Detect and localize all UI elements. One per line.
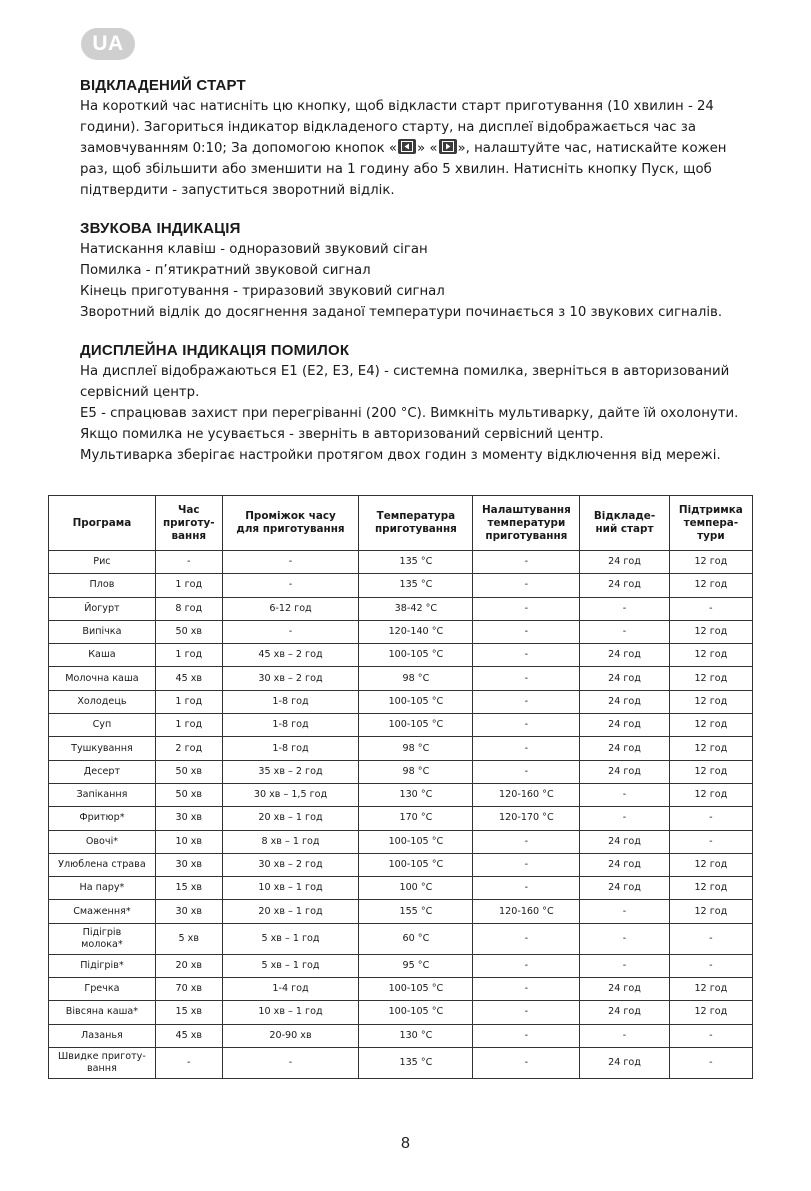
program-name-cell: Випічка (49, 620, 156, 643)
program-name-cell: Підігрів* (49, 954, 156, 977)
table-row (49, 923, 753, 954)
table-cell: 30 хв (155, 807, 222, 830)
program-name-cell: Запікання (49, 783, 156, 806)
table-cell: - (222, 1047, 359, 1078)
table-header-row (49, 496, 753, 551)
table-cell: 98 °C (359, 760, 473, 783)
table-cell: - (473, 737, 580, 760)
table-cell: 70 хв (155, 978, 222, 1001)
table-cell: 130 °C (359, 1024, 473, 1047)
table-cell: 100-105 °C (359, 830, 473, 853)
sound-line: Зворотний відлік до досягнення заданої температури починається з 10 звукових сигналів. (80, 305, 723, 320)
table-cell: - (580, 954, 669, 977)
table-cell: 20 хв – 1 год (222, 900, 359, 923)
table-cell: - (155, 551, 222, 574)
left-arrow-button-icon (398, 139, 416, 154)
page-number: 8 (401, 1135, 410, 1152)
table-cell: 12 год (669, 760, 752, 783)
table-cell: 60 °C (359, 923, 473, 954)
table-cell: - (669, 1047, 752, 1078)
table-cell: 5 хв – 1 год (222, 954, 359, 977)
table-cell: 10 хв – 1 год (222, 877, 359, 900)
error-indication-section (80, 341, 740, 466)
table-cell: 45 хв (155, 667, 222, 690)
table-cell: 15 хв (155, 1001, 222, 1024)
table-cell: 24 год (580, 760, 669, 783)
table-cell: 50 хв (155, 620, 222, 643)
sound-indication-title: ЗВУКОВА ІНДИКАЦІЯ (80, 220, 241, 237)
sound-line: Помилка - п’ятикратний звуковой сигнал (80, 263, 371, 278)
table-cell: - (473, 644, 580, 667)
language-badge: UA (81, 28, 135, 60)
table-cell: 155 °C (359, 900, 473, 923)
column-header: Час приготу- вання (155, 496, 222, 551)
table-cell: 45 хв (155, 1024, 222, 1047)
program-name-cell: Плов (49, 574, 156, 597)
table-cell: 120-170 °C (473, 807, 580, 830)
table-cell: 30 хв – 2 год (222, 853, 359, 876)
table-cell: - (473, 853, 580, 876)
table-cell: 120-140 °C (359, 620, 473, 643)
table-cell: 100-105 °C (359, 714, 473, 737)
table-row (49, 877, 753, 900)
table-cell: - (669, 923, 752, 954)
delayed-start-text: На короткий час натисніть цю кнопку, щоб відкласти старт приготування (10 хвилин - 24 години). Загориться індикатор відкладеного старту, на дисплеї відображається час за замовчуванням 0:10; За допомогою кнопок « » « », налаштуйте час, натискайте кожен раз, щоб збільшити або зменшити на 1 годину або 5 хвилин. Натисніть кнопку Пуск, щоб підтвердити - запуститься зворотний відлік. (80, 99, 727, 198)
table-cell: 30 хв (155, 900, 222, 923)
error-indication-title: ДИСПЛЕЙНА ІНДИКАЦІЯ ПОМИЛОК (80, 342, 350, 359)
table-cell: 30 хв – 1,5 год (222, 783, 359, 806)
table-cell: - (473, 620, 580, 643)
table-cell: 24 год (580, 1001, 669, 1024)
table-cell: 100-105 °C (359, 644, 473, 667)
column-header: Температура приготування (359, 496, 473, 551)
table-cell: - (669, 830, 752, 853)
table-row (49, 714, 753, 737)
table-cell: - (473, 830, 580, 853)
table-cell: 24 год (580, 574, 669, 597)
table-cell: 20-90 хв (222, 1024, 359, 1047)
delayed-start-section (80, 76, 740, 201)
error-line: E5 - спрацював захист при перегріванні (200 °C). Вимкніть мультиварку, дайте їй охолонути. (80, 406, 739, 421)
delayed-start-title: ВІДКЛАДЕНИЙ СТАРТ (80, 77, 246, 94)
column-header: Налаштування температури приготування (473, 496, 580, 551)
table-cell: 15 хв (155, 877, 222, 900)
table-cell: 12 год (669, 877, 752, 900)
table-cell: 24 год (580, 644, 669, 667)
sound-line: Кінець приготування - триразовий звуковий сигнал (80, 284, 445, 299)
table-cell: - (580, 900, 669, 923)
table-cell: 20 хв (155, 954, 222, 977)
table-cell: - (155, 1047, 222, 1078)
table-cell: - (222, 551, 359, 574)
table-row (49, 807, 753, 830)
program-name-cell: Йогурт (49, 597, 156, 620)
table-cell: 1 год (155, 574, 222, 597)
table-cell: 24 год (580, 551, 669, 574)
table-cell: - (669, 597, 752, 620)
table-cell: - (473, 1001, 580, 1024)
table-cell: 30 хв – 2 год (222, 667, 359, 690)
table-cell: 50 хв (155, 760, 222, 783)
table-cell: 1-8 год (222, 714, 359, 737)
program-name-cell: Смаження* (49, 900, 156, 923)
programs-table (48, 495, 753, 1079)
table-cell: - (669, 807, 752, 830)
table-row (49, 551, 753, 574)
program-name-cell: Улюблена страва (49, 853, 156, 876)
program-name-cell: Швидке приготу- вання (49, 1047, 156, 1078)
table-cell: 98 °C (359, 737, 473, 760)
table-cell: 95 °C (359, 954, 473, 977)
program-name-cell: На пару* (49, 877, 156, 900)
table-cell: 12 год (669, 574, 752, 597)
table-row (49, 690, 753, 713)
table-cell: - (580, 783, 669, 806)
table-cell: 24 год (580, 737, 669, 760)
table-cell: 100-105 °C (359, 690, 473, 713)
table-row (49, 620, 753, 643)
table-cell: 1-8 год (222, 737, 359, 760)
table-cell: 12 год (669, 1001, 752, 1024)
column-header: Програма (49, 496, 156, 551)
table-cell: 100-105 °C (359, 978, 473, 1001)
table-cell: 24 год (580, 830, 669, 853)
table-cell: - (669, 1024, 752, 1047)
table-cell: 50 хв (155, 783, 222, 806)
error-line: На дисплеї відображаються E1 (E2, E3, E4) - системна помилка, зверніться в авторизований сервісний центр. (80, 364, 730, 400)
table-cell: 100 °C (359, 877, 473, 900)
error-line: Якщо помилка не усувається - зверніть в авторизований сервісний центр. (80, 427, 604, 442)
table-cell: 1-8 год (222, 690, 359, 713)
table-cell: 8 хв – 1 год (222, 830, 359, 853)
table-cell: 10 хв (155, 830, 222, 853)
table-cell: 12 год (669, 551, 752, 574)
table-cell: 12 год (669, 737, 752, 760)
table-cell: 12 год (669, 900, 752, 923)
table-row (49, 830, 753, 853)
table-cell: - (222, 620, 359, 643)
table-row (49, 1001, 753, 1024)
table-row (49, 900, 753, 923)
table-cell: - (473, 714, 580, 737)
table-cell: 12 год (669, 667, 752, 690)
program-name-cell: Рис (49, 551, 156, 574)
sound-line: Натискання клавіш - одноразовий звуковий сіган (80, 242, 428, 257)
table-cell: 2 год (155, 737, 222, 760)
column-header: Проміжок часу для приготування (222, 496, 359, 551)
table-row (49, 978, 753, 1001)
program-name-cell: Каша (49, 644, 156, 667)
program-name-cell: Суп (49, 714, 156, 737)
table-cell: 8 год (155, 597, 222, 620)
table-cell: 10 хв – 1 год (222, 1001, 359, 1024)
table-cell: - (580, 620, 669, 643)
table-cell: - (669, 954, 752, 977)
table-cell: - (473, 597, 580, 620)
table-cell: - (580, 1024, 669, 1047)
table-cell: 98 °C (359, 667, 473, 690)
right-arrow-button-icon (439, 139, 457, 154)
table-cell: 24 год (580, 853, 669, 876)
table-cell: 5 хв (155, 923, 222, 954)
table-row (49, 644, 753, 667)
table-cell: - (473, 551, 580, 574)
table-cell: - (473, 667, 580, 690)
table-row (49, 853, 753, 876)
table-cell: 35 хв – 2 год (222, 760, 359, 783)
table-cell: - (473, 954, 580, 977)
table-cell: 12 год (669, 690, 752, 713)
error-line: Мультиварка зберігає настройки протягом двох годин з моменту відключення від мережі. (80, 448, 721, 463)
table-cell: 1 год (155, 690, 222, 713)
program-name-cell: Овочі* (49, 830, 156, 853)
table-cell: - (473, 574, 580, 597)
table-cell: 12 год (669, 714, 752, 737)
table-cell: 130 °C (359, 783, 473, 806)
program-name-cell: Лазанья (49, 1024, 156, 1047)
table-cell: 12 год (669, 620, 752, 643)
table-body (49, 551, 753, 1079)
table-cell: - (473, 760, 580, 783)
table-cell: 170 °C (359, 807, 473, 830)
program-name-cell: Вівсяна каша* (49, 1001, 156, 1024)
table-cell: - (473, 923, 580, 954)
table-row (49, 667, 753, 690)
table-cell: - (580, 807, 669, 830)
table-cell: - (473, 1047, 580, 1078)
table-cell: - (222, 574, 359, 597)
table-cell: - (473, 978, 580, 1001)
table-cell: 12 год (669, 783, 752, 806)
table-cell: 6-12 год (222, 597, 359, 620)
table-row (49, 737, 753, 760)
table-cell: 1 год (155, 714, 222, 737)
table-cell: 38-42 °C (359, 597, 473, 620)
table-row (49, 574, 753, 597)
table-cell: 12 год (669, 853, 752, 876)
table-cell: 24 год (580, 877, 669, 900)
program-name-cell: Десерт (49, 760, 156, 783)
table-row (49, 1047, 753, 1078)
sound-indication-section (80, 219, 740, 323)
program-name-cell: Молочна каша (49, 667, 156, 690)
table-row (49, 1024, 753, 1047)
table-cell: 135 °C (359, 551, 473, 574)
table-cell: - (580, 597, 669, 620)
table-cell: - (473, 690, 580, 713)
column-header: Відкладе- ний старт (580, 496, 669, 551)
table-cell: - (473, 877, 580, 900)
program-name-cell: Гречка (49, 978, 156, 1001)
table-cell: 135 °C (359, 574, 473, 597)
table-cell: - (580, 923, 669, 954)
table-cell: 100-105 °C (359, 853, 473, 876)
table-cell: 120-160 °C (473, 900, 580, 923)
table-cell: 30 хв (155, 853, 222, 876)
table-row (49, 597, 753, 620)
table-cell: 1-4 год (222, 978, 359, 1001)
table-cell: - (473, 1024, 580, 1047)
table-cell: 5 хв – 1 год (222, 923, 359, 954)
table-row (49, 760, 753, 783)
table-cell: 1 год (155, 644, 222, 667)
table-cell: 24 год (580, 1047, 669, 1078)
table-row (49, 954, 753, 977)
program-name-cell: Фритюр* (49, 807, 156, 830)
table-cell: 12 год (669, 978, 752, 1001)
table-cell: 135 °C (359, 1047, 473, 1078)
table-row (49, 783, 753, 806)
table-cell: 24 год (580, 714, 669, 737)
program-name-cell: Підігрів молока* (49, 923, 156, 954)
instructions-content (80, 76, 740, 484)
table-cell: 12 год (669, 644, 752, 667)
table-cell: 100-105 °C (359, 1001, 473, 1024)
table-cell: 120-160 °C (473, 783, 580, 806)
table-cell: 24 год (580, 978, 669, 1001)
table-cell: 45 хв – 2 год (222, 644, 359, 667)
table-cell: 24 год (580, 690, 669, 713)
table-cell: 20 хв – 1 год (222, 807, 359, 830)
table-cell: 24 год (580, 667, 669, 690)
column-header: Підтримка темпера- тури (669, 496, 752, 551)
program-name-cell: Холодець (49, 690, 156, 713)
program-name-cell: Тушкування (49, 737, 156, 760)
